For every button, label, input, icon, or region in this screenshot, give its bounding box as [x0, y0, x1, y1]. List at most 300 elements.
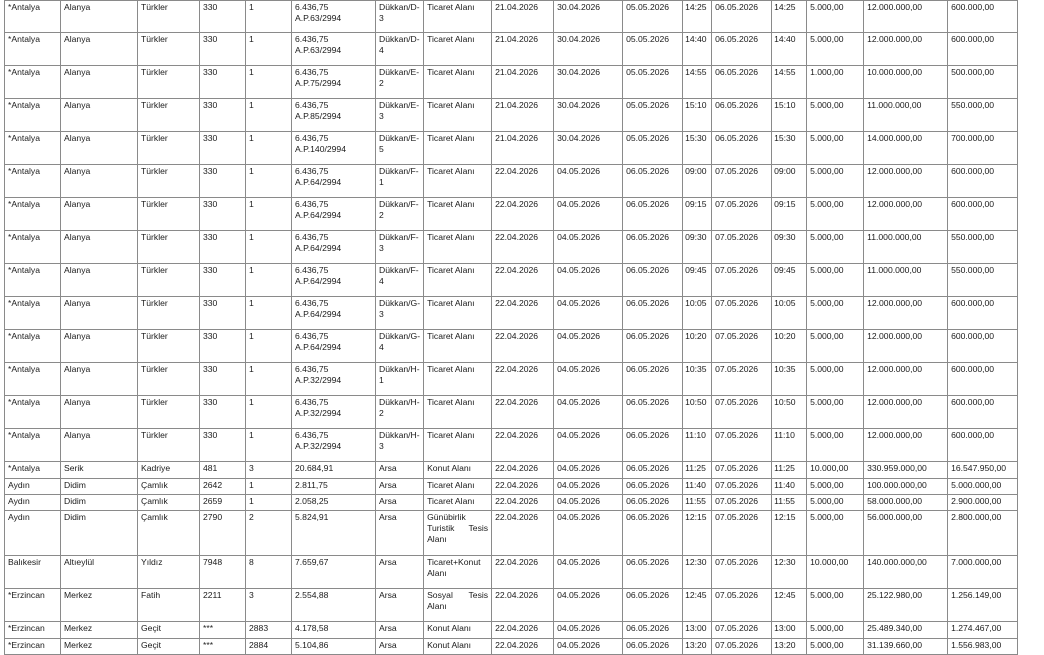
cell-district: Altıeylül [61, 556, 138, 589]
cell-auction-date-2: 07.05.2026 [712, 556, 772, 589]
cell-auction-time-1: 09:00 [683, 165, 712, 198]
cell-area: 6.436,75 A.P.85/2994 [292, 99, 376, 132]
cell-province: *Antalya [5, 429, 61, 462]
cell-province: Aydın [5, 495, 61, 511]
cell-area: 6.436,75 A.P.63/2994 [292, 1, 376, 33]
cell-auction-time-2: 10:50 [772, 396, 807, 429]
cell-date-1: 21.04.2026 [492, 66, 554, 99]
cell-guarantee: 550.000,00 [948, 264, 1018, 297]
cell-neighborhood: Türkler [138, 429, 200, 462]
cell-neighborhood: Türkler [138, 231, 200, 264]
cell-date-1: 22.04.2026 [492, 363, 554, 396]
cell-estimated-value: 12.000.000,00 [864, 330, 948, 363]
cell-area: 20.684,91 [292, 462, 376, 479]
cell-district: Alanya [61, 330, 138, 363]
cell-neighborhood: Çamlık [138, 511, 200, 556]
cell-auction-date-2: 07.05.2026 [712, 622, 772, 639]
cell-guarantee: 600.000,00 [948, 198, 1018, 231]
cell-date-2: 04.05.2026 [554, 556, 623, 589]
cell-auction-time-1: 10:05 [683, 297, 712, 330]
cell-auction-time-2: 10:35 [772, 363, 807, 396]
cell-district: Alanya [61, 66, 138, 99]
cell-guarantee: 1.274.467,00 [948, 622, 1018, 639]
cell-neighborhood: Çamlık [138, 495, 200, 511]
cell-property-type: Arsa [376, 639, 424, 655]
cell-province: *Antalya [5, 330, 61, 363]
cell-guarantee: 2.800.000,00 [948, 511, 1018, 556]
cell-auction-time-1: 11:10 [683, 429, 712, 462]
cell-area: 6.436,75 A.P.64/2994 [292, 297, 376, 330]
cell-estimated-value: 14.000.000,00 [864, 132, 948, 165]
cell-auction-time-1: 14:55 [683, 66, 712, 99]
cell-auction-time-2: 09:00 [772, 165, 807, 198]
table-row [5, 639, 1018, 655]
cell-zoning: Ticaret Alanı [424, 396, 492, 429]
cell-area: 6.436,75 A.P.140/2994 [292, 132, 376, 165]
table-row [5, 556, 1018, 589]
cell-date-2: 04.05.2026 [554, 479, 623, 495]
cell-deposit-increment: 5.000,00 [807, 330, 864, 363]
cell-property-type: Dükkan/E-5 [376, 132, 424, 165]
cell-property-type: Dükkan/H-3 [376, 429, 424, 462]
cell-guarantee: 600.000,00 [948, 165, 1018, 198]
cell-area: 2.554,88 [292, 589, 376, 622]
cell-neighborhood: Türkler [138, 33, 200, 66]
cell-zoning: Ticaret+Konut Alanı [424, 556, 492, 589]
cell-province: *Antalya [5, 165, 61, 198]
cell-deposit-increment: 5.000,00 [807, 589, 864, 622]
table-row [5, 622, 1018, 639]
cell-estimated-value: 25.489.340,00 [864, 622, 948, 639]
cell-guarantee: 7.000.000,00 [948, 556, 1018, 589]
cell-auction-date-2: 06.05.2026 [712, 33, 772, 66]
cell-date-2: 04.05.2026 [554, 462, 623, 479]
cell-guarantee: 700.000,00 [948, 132, 1018, 165]
cell-auction-time-2: 09:30 [772, 231, 807, 264]
cell-district: Alanya [61, 99, 138, 132]
cell-block: 330 [200, 66, 246, 99]
cell-district: Alanya [61, 1, 138, 33]
table-row [5, 165, 1018, 198]
cell-date-2: 04.05.2026 [554, 363, 623, 396]
cell-auction-date-1: 06.05.2026 [623, 363, 683, 396]
cell-date-1: 22.04.2026 [492, 479, 554, 495]
cell-province: *Antalya [5, 1, 61, 33]
cell-guarantee: 600.000,00 [948, 33, 1018, 66]
cell-parcel: 1 [246, 66, 292, 99]
cell-deposit-increment: 10.000,00 [807, 462, 864, 479]
cell-province: *Erzincan [5, 589, 61, 622]
cell-date-1: 21.04.2026 [492, 99, 554, 132]
cell-auction-time-1: 12:15 [683, 511, 712, 556]
cell-property-type: Dükkan/F-4 [376, 264, 424, 297]
cell-property-type: Arsa [376, 511, 424, 556]
cell-property-type: Arsa [376, 622, 424, 639]
cell-guarantee: 600.000,00 [948, 330, 1018, 363]
cell-date-2: 30.04.2026 [554, 33, 623, 66]
cell-auction-date-2: 07.05.2026 [712, 495, 772, 511]
cell-zoning: Ticaret Alanı [424, 479, 492, 495]
cell-deposit-increment: 5.000,00 [807, 297, 864, 330]
cell-parcel: 1 [246, 264, 292, 297]
cell-province: *Antalya [5, 396, 61, 429]
cell-district: Merkez [61, 622, 138, 639]
cell-neighborhood: Türkler [138, 165, 200, 198]
cell-province: *Erzincan [5, 639, 61, 655]
cell-auction-time-1: 15:10 [683, 99, 712, 132]
cell-property-type: Dükkan/F-3 [376, 231, 424, 264]
cell-date-2: 04.05.2026 [554, 264, 623, 297]
cell-auction-date-1: 05.05.2026 [623, 66, 683, 99]
cell-block: 330 [200, 231, 246, 264]
cell-date-2: 04.05.2026 [554, 231, 623, 264]
cell-auction-time-2: 10:05 [772, 297, 807, 330]
cell-neighborhood: Türkler [138, 330, 200, 363]
cell-date-1: 21.04.2026 [492, 1, 554, 33]
cell-province: *Antalya [5, 33, 61, 66]
cell-auction-time-2: 12:30 [772, 556, 807, 589]
cell-auction-date-1: 06.05.2026 [623, 198, 683, 231]
cell-neighborhood: Türkler [138, 66, 200, 99]
cell-block: 330 [200, 132, 246, 165]
cell-auction-date-2: 06.05.2026 [712, 132, 772, 165]
cell-guarantee: 550.000,00 [948, 99, 1018, 132]
cell-date-1: 22.04.2026 [492, 198, 554, 231]
cell-neighborhood: Çamlık [138, 479, 200, 495]
cell-area: 6.436,75 A.P.75/2994 [292, 66, 376, 99]
cell-parcel: 1 [246, 132, 292, 165]
cell-parcel: 1 [246, 429, 292, 462]
cell-auction-time-1: 12:45 [683, 589, 712, 622]
cell-province: *Antalya [5, 462, 61, 479]
cell-zoning: Günübirlik Turistik Tesis Alanı [424, 511, 492, 556]
cell-property-type: Dükkan/E-3 [376, 99, 424, 132]
cell-zoning: Ticaret Alanı [424, 99, 492, 132]
cell-block: *** [200, 639, 246, 655]
cell-date-1: 22.04.2026 [492, 556, 554, 589]
cell-block: 330 [200, 330, 246, 363]
cell-block: 7948 [200, 556, 246, 589]
cell-neighborhood: Kadriye [138, 462, 200, 479]
cell-auction-date-2: 06.05.2026 [712, 99, 772, 132]
cell-block: 330 [200, 396, 246, 429]
cell-date-1: 22.04.2026 [492, 231, 554, 264]
cell-estimated-value: 10.000.000,00 [864, 66, 948, 99]
cell-auction-date-2: 07.05.2026 [712, 165, 772, 198]
cell-auction-time-1: 10:50 [683, 396, 712, 429]
cell-auction-date-2: 07.05.2026 [712, 297, 772, 330]
cell-auction-time-2: 09:15 [772, 198, 807, 231]
cell-area: 4.178,58 [292, 622, 376, 639]
cell-zoning: Sosyal Tesis Alanı [424, 589, 492, 622]
cell-zoning: Ticaret Alanı [424, 330, 492, 363]
cell-estimated-value: 58.000.000,00 [864, 495, 948, 511]
cell-province: *Antalya [5, 198, 61, 231]
cell-date-2: 30.04.2026 [554, 1, 623, 33]
cell-district: Alanya [61, 165, 138, 198]
cell-guarantee: 600.000,00 [948, 1, 1018, 33]
cell-parcel: 2884 [246, 639, 292, 655]
cell-estimated-value: 330.959.000,00 [864, 462, 948, 479]
table-row [5, 33, 1018, 66]
cell-area: 2.058,25 [292, 495, 376, 511]
cell-date-1: 22.04.2026 [492, 297, 554, 330]
cell-auction-date-1: 06.05.2026 [623, 330, 683, 363]
cell-guarantee: 500.000,00 [948, 66, 1018, 99]
cell-auction-date-1: 06.05.2026 [623, 462, 683, 479]
cell-auction-date-2: 06.05.2026 [712, 1, 772, 33]
cell-date-1: 22.04.2026 [492, 589, 554, 622]
cell-area: 7.659,67 [292, 556, 376, 589]
cell-parcel: 1 [246, 165, 292, 198]
table-row [5, 231, 1018, 264]
cell-auction-time-2: 11:40 [772, 479, 807, 495]
cell-parcel: 2 [246, 511, 292, 556]
cell-auction-date-1: 06.05.2026 [623, 495, 683, 511]
cell-neighborhood: Türkler [138, 99, 200, 132]
cell-date-2: 04.05.2026 [554, 589, 623, 622]
cell-deposit-increment: 5.000,00 [807, 639, 864, 655]
cell-property-type: Dükkan/H-2 [376, 396, 424, 429]
cell-estimated-value: 25.122.980,00 [864, 589, 948, 622]
cell-auction-date-2: 07.05.2026 [712, 511, 772, 556]
cell-estimated-value: 100.000.000,00 [864, 479, 948, 495]
cell-auction-date-2: 07.05.2026 [712, 589, 772, 622]
cell-auction-time-1: 09:45 [683, 264, 712, 297]
cell-date-1: 22.04.2026 [492, 330, 554, 363]
cell-neighborhood: Yıldız [138, 556, 200, 589]
cell-block: 330 [200, 363, 246, 396]
cell-property-type: Dükkan/D-4 [376, 33, 424, 66]
cell-estimated-value: 12.000.000,00 [864, 198, 948, 231]
cell-district: Alanya [61, 33, 138, 66]
cell-block: 330 [200, 99, 246, 132]
cell-guarantee: 600.000,00 [948, 297, 1018, 330]
cell-auction-time-2: 12:45 [772, 589, 807, 622]
cell-parcel: 1 [246, 198, 292, 231]
cell-area: 5.824,91 [292, 511, 376, 556]
table-row [5, 363, 1018, 396]
cell-deposit-increment: 10.000,00 [807, 556, 864, 589]
cell-estimated-value: 12.000.000,00 [864, 297, 948, 330]
cell-zoning: Konut Alanı [424, 462, 492, 479]
cell-district: Alanya [61, 297, 138, 330]
cell-area: 6.436,75 A.P.32/2994 [292, 429, 376, 462]
cell-province: Aydın [5, 479, 61, 495]
cell-auction-time-1: 14:25 [683, 1, 712, 33]
cell-estimated-value: 12.000.000,00 [864, 1, 948, 33]
cell-auction-date-1: 05.05.2026 [623, 132, 683, 165]
cell-province: Balıkesir [5, 556, 61, 589]
cell-guarantee: 600.000,00 [948, 396, 1018, 429]
cell-zoning: Konut Alanı [424, 622, 492, 639]
cell-property-type: Arsa [376, 589, 424, 622]
cell-date-1: 22.04.2026 [492, 429, 554, 462]
cell-zoning: Ticaret Alanı [424, 198, 492, 231]
table-row [5, 99, 1018, 132]
cell-deposit-increment: 5.000,00 [807, 33, 864, 66]
cell-auction-time-2: 12:15 [772, 511, 807, 556]
cell-parcel: 1 [246, 99, 292, 132]
cell-property-type: Arsa [376, 479, 424, 495]
cell-area: 6.436,75 A.P.64/2994 [292, 165, 376, 198]
cell-auction-time-1: 13:00 [683, 622, 712, 639]
cell-auction-time-2: 14:55 [772, 66, 807, 99]
cell-property-type: Dükkan/E-2 [376, 66, 424, 99]
cell-auction-time-1: 12:30 [683, 556, 712, 589]
cell-date-1: 22.04.2026 [492, 495, 554, 511]
cell-zoning: Ticaret Alanı [424, 165, 492, 198]
cell-auction-date-2: 07.05.2026 [712, 429, 772, 462]
cell-auction-date-1: 06.05.2026 [623, 639, 683, 655]
cell-zoning: Ticaret Alanı [424, 33, 492, 66]
cell-parcel: 3 [246, 462, 292, 479]
table-row [5, 330, 1018, 363]
cell-province: *Antalya [5, 132, 61, 165]
cell-deposit-increment: 5.000,00 [807, 479, 864, 495]
cell-auction-time-1: 09:15 [683, 198, 712, 231]
cell-parcel: 1 [246, 495, 292, 511]
cell-neighborhood: Türkler [138, 198, 200, 231]
cell-auction-time-2: 14:40 [772, 33, 807, 66]
cell-district: Alanya [61, 396, 138, 429]
cell-date-1: 22.04.2026 [492, 165, 554, 198]
table-row [5, 495, 1018, 511]
cell-auction-time-2: 15:10 [772, 99, 807, 132]
cell-zoning: Ticaret Alanı [424, 495, 492, 511]
cell-neighborhood: Fatih [138, 589, 200, 622]
cell-deposit-increment: 5.000,00 [807, 622, 864, 639]
table-row [5, 589, 1018, 622]
cell-date-2: 04.05.2026 [554, 297, 623, 330]
cell-auction-date-2: 07.05.2026 [712, 396, 772, 429]
table-body [5, 1, 1018, 655]
cell-guarantee: 5.000.000,00 [948, 479, 1018, 495]
cell-auction-date-2: 07.05.2026 [712, 479, 772, 495]
cell-date-2: 04.05.2026 [554, 330, 623, 363]
cell-block: 330 [200, 264, 246, 297]
cell-auction-time-1: 11:25 [683, 462, 712, 479]
cell-district: Alanya [61, 198, 138, 231]
cell-zoning: Konut Alanı [424, 639, 492, 655]
table-row [5, 429, 1018, 462]
table-row [5, 511, 1018, 556]
table-row [5, 264, 1018, 297]
table-row [5, 297, 1018, 330]
cell-district: Serik [61, 462, 138, 479]
cell-auction-time-1: 11:40 [683, 479, 712, 495]
cell-date-1: 22.04.2026 [492, 462, 554, 479]
cell-parcel: 8 [246, 556, 292, 589]
cell-block: *** [200, 622, 246, 639]
cell-neighborhood: Türkler [138, 1, 200, 33]
cell-date-2: 04.05.2026 [554, 198, 623, 231]
table-row [5, 198, 1018, 231]
cell-neighborhood: Geçit [138, 639, 200, 655]
cell-auction-time-2: 15:30 [772, 132, 807, 165]
cell-deposit-increment: 5.000,00 [807, 495, 864, 511]
cell-district: Didim [61, 511, 138, 556]
cell-zoning: Ticaret Alanı [424, 66, 492, 99]
cell-auction-date-2: 07.05.2026 [712, 264, 772, 297]
cell-date-1: 21.04.2026 [492, 132, 554, 165]
cell-deposit-increment: 5.000,00 [807, 264, 864, 297]
cell-guarantee: 1.256.149,00 [948, 589, 1018, 622]
cell-date-2: 04.05.2026 [554, 511, 623, 556]
cell-parcel: 1 [246, 396, 292, 429]
cell-estimated-value: 31.139.660,00 [864, 639, 948, 655]
cell-province: *Antalya [5, 66, 61, 99]
cell-neighborhood: Türkler [138, 363, 200, 396]
auction-table [4, 0, 1018, 655]
cell-deposit-increment: 5.000,00 [807, 1, 864, 33]
cell-auction-date-1: 06.05.2026 [623, 622, 683, 639]
cell-block: 330 [200, 198, 246, 231]
cell-province: *Erzincan [5, 622, 61, 639]
cell-province: *Antalya [5, 99, 61, 132]
cell-estimated-value: 11.000.000,00 [864, 264, 948, 297]
cell-guarantee: 1.556.983,00 [948, 639, 1018, 655]
cell-property-type: Dükkan/F-1 [376, 165, 424, 198]
cell-date-2: 04.05.2026 [554, 622, 623, 639]
cell-estimated-value: 12.000.000,00 [864, 33, 948, 66]
cell-auction-date-1: 06.05.2026 [623, 231, 683, 264]
cell-auction-date-1: 06.05.2026 [623, 429, 683, 462]
cell-auction-date-2: 07.05.2026 [712, 231, 772, 264]
cell-parcel: 1 [246, 479, 292, 495]
cell-parcel: 3 [246, 589, 292, 622]
cell-estimated-value: 140.000.000,00 [864, 556, 948, 589]
cell-property-type: Arsa [376, 495, 424, 511]
cell-block: 2211 [200, 589, 246, 622]
cell-zoning: Ticaret Alanı [424, 231, 492, 264]
cell-zoning: Ticaret Alanı [424, 1, 492, 33]
cell-date-1: 22.04.2026 [492, 639, 554, 655]
cell-date-1: 22.04.2026 [492, 511, 554, 556]
cell-neighborhood: Türkler [138, 396, 200, 429]
table-row [5, 396, 1018, 429]
cell-zoning: Ticaret Alanı [424, 297, 492, 330]
cell-block: 481 [200, 462, 246, 479]
cell-date-1: 22.04.2026 [492, 396, 554, 429]
cell-district: Didim [61, 479, 138, 495]
cell-parcel: 1 [246, 1, 292, 33]
cell-auction-time-1: 11:55 [683, 495, 712, 511]
cell-auction-time-2: 11:25 [772, 462, 807, 479]
cell-guarantee: 2.900.000,00 [948, 495, 1018, 511]
cell-property-type: Dükkan/G-3 [376, 297, 424, 330]
cell-parcel: 1 [246, 33, 292, 66]
cell-estimated-value: 12.000.000,00 [864, 396, 948, 429]
cell-parcel: 1 [246, 231, 292, 264]
cell-auction-time-2: 11:10 [772, 429, 807, 462]
cell-auction-date-2: 07.05.2026 [712, 462, 772, 479]
table-row [5, 1, 1018, 33]
cell-date-2: 04.05.2026 [554, 639, 623, 655]
cell-province: Aydın [5, 511, 61, 556]
cell-auction-time-2: 14:25 [772, 1, 807, 33]
cell-province: *Antalya [5, 264, 61, 297]
cell-zoning: Ticaret Alanı [424, 132, 492, 165]
cell-deposit-increment: 5.000,00 [807, 165, 864, 198]
cell-auction-date-1: 06.05.2026 [623, 396, 683, 429]
cell-estimated-value: 11.000.000,00 [864, 99, 948, 132]
cell-property-type: Arsa [376, 462, 424, 479]
cell-date-2: 04.05.2026 [554, 495, 623, 511]
cell-parcel: 1 [246, 297, 292, 330]
cell-guarantee: 16.547.950,00 [948, 462, 1018, 479]
cell-auction-date-1: 05.05.2026 [623, 1, 683, 33]
